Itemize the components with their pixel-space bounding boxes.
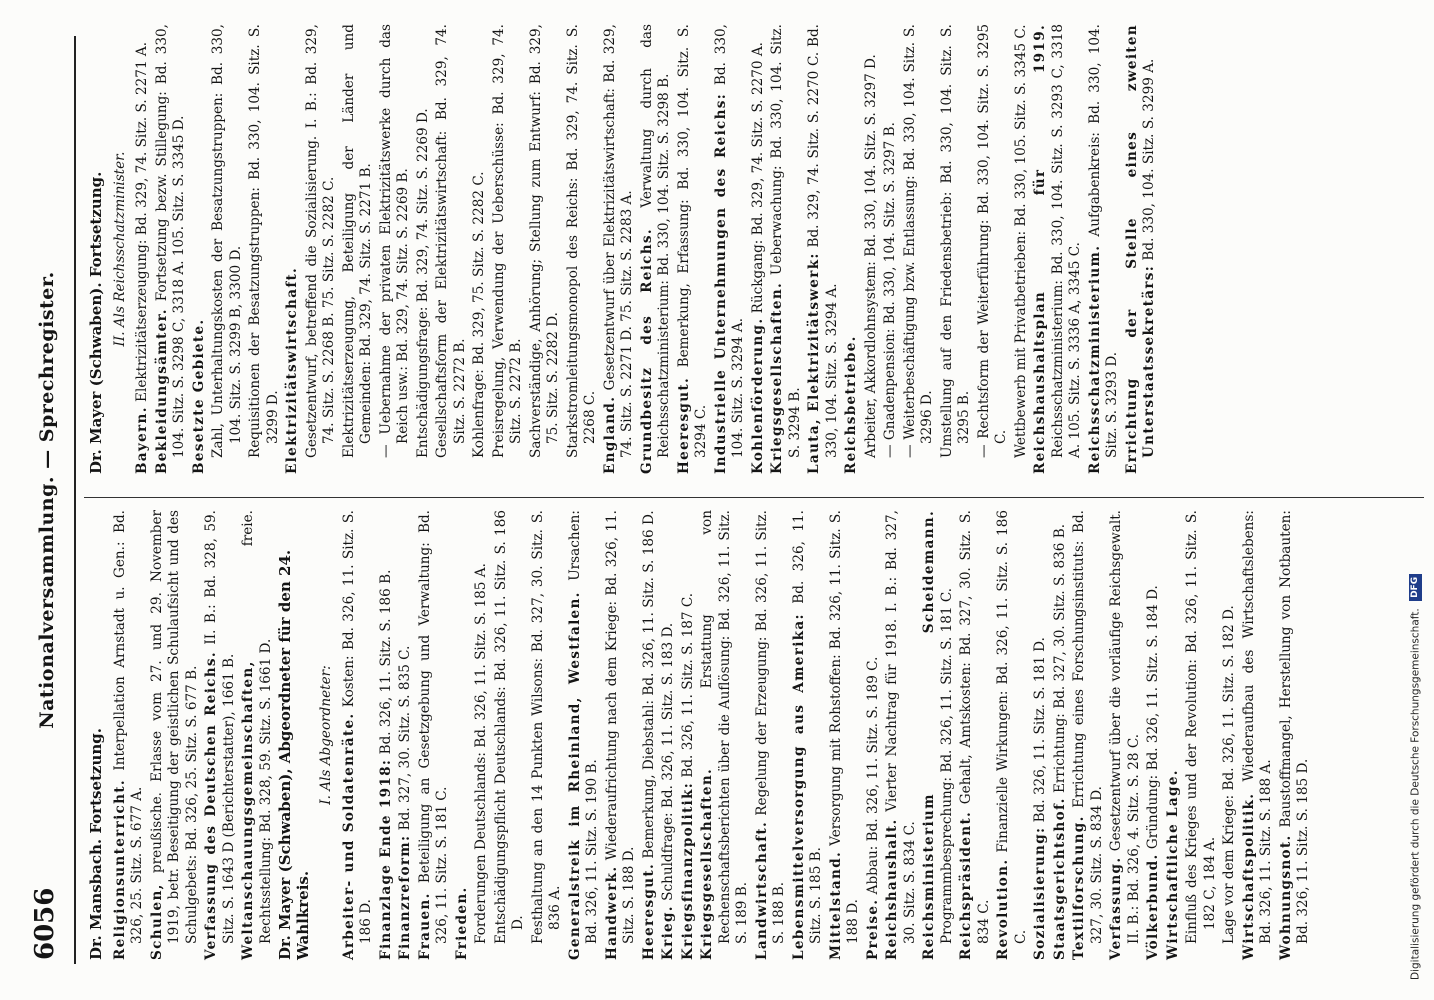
entry-term: Kriegsgesellschaften. xyxy=(769,281,785,474)
index-entry xyxy=(602,24,637,474)
index-subentry: — Uebernahme der privaten Elektrizitätswerke durch das Reich usw.: Bd. 329, 74. Sitz. S. 2269 B. xyxy=(377,24,411,458)
index-entry xyxy=(958,510,993,960)
index-entry xyxy=(567,510,602,960)
entry-term: Verfassung. xyxy=(1108,856,1124,960)
entry-term: Krieg. xyxy=(660,905,676,960)
running-title: Nationalversammlung. — Sprechregister. xyxy=(36,271,58,729)
entry-reference: Bd. 330, 104. Sitz. S. 3294 A. xyxy=(712,24,746,458)
entry-reference: Rückgang: Bd. 329, 74. Sitz. S. 2270 A. xyxy=(749,42,766,318)
index-entry xyxy=(865,510,883,960)
index-entry xyxy=(1241,510,1276,960)
entry-reference: Gesetzentwurf über Elektrizitätswirtschaft: Bd. 329, 74. Sitz. S. 2271 D. 75. Sitz. S. 2283 A. xyxy=(601,24,635,458)
entry-term: Handwerk. xyxy=(603,865,620,960)
entry-term: Schulen, xyxy=(148,883,165,960)
entry-term: Wohnungsnot. xyxy=(1277,834,1294,960)
entry-term: Kriegsgesellschaften. xyxy=(699,767,715,960)
index-entry xyxy=(699,510,752,960)
entry-reference: Regelung der Erzeugung: Bd. 326, 11. Sitz. S. 188 B. xyxy=(753,510,787,944)
index-entry xyxy=(1087,24,1122,474)
entry-reference: Programmbesprechung: Bd. 326, 11. Sitz. S. 181 C. xyxy=(938,587,955,944)
column-divider xyxy=(84,497,1424,498)
entry-term: Elektrizitätswirtschaft. xyxy=(284,266,300,474)
entry-term: Kriegsfinanzpolitik: xyxy=(679,781,696,960)
entry-reference: Versorgung mit Rohstoffen: Bd. 326, 11. Sitz. S. 188 D. xyxy=(827,510,861,944)
entry-term: Finanzlage Ende 1918: xyxy=(377,758,394,960)
entry-reference: Reichsschatzministerium: Bd. 330, 104. Sitz. S. 3293 C, 3318 A. 105. Sitz. S. 3336 A, 3345 C. xyxy=(1049,24,1083,458)
entry-reference: Errichtung: Bd. 327, 30. Sitz. S. 836 B. xyxy=(1051,523,1068,798)
index-entry xyxy=(1278,510,1313,960)
index-subentry: Umstellung auf den Friedensbetrieb: Bd. 330, 104. Sitz. S. 3295 B. xyxy=(938,24,972,458)
index-entry xyxy=(680,510,698,960)
entry-term: Finanzreform: xyxy=(397,834,413,960)
index-subentry: Festhaltung an den 14 Punkten Wilsons: Bd. 327, 30. Sitz. S. 836 A. xyxy=(529,510,563,944)
index-entry xyxy=(604,510,639,960)
entry-reference: Fortsetzung bezw. Stillegung: Bd. 330, 104. Sitz. S. 3298 C, 3318 A. 105. Sitz. S. 3345 D. xyxy=(153,24,187,458)
entry-term: Reichsschatzministerium. xyxy=(1086,244,1103,474)
entry-term: Mittelstand. xyxy=(827,850,844,960)
index-subentry: — Gnadenpension: Bd. 330, 104. Sitz. S. 3297 B. xyxy=(882,122,898,458)
index-entry xyxy=(754,510,789,960)
entry-reference: Beteiligung an Gesetzgebung und Verwaltung: Bd. 326, 11. Sitz. S. 181 C. xyxy=(416,510,450,944)
entry-reference: Bemerkung, Erfassung: Bd. 330, 104. Sitz. S. 3294 C. xyxy=(675,24,709,458)
entry-term: Lebensmittelversorgung aus Amerika: xyxy=(790,613,807,960)
entry-term: Generalstreik im Rheinland, Westfalen. xyxy=(566,591,583,960)
index-entry xyxy=(639,24,674,474)
entry-reference: Wiederaufrichtung nach dem Kriege: Bd. 326, 11. Sitz. S. 188 D. xyxy=(603,510,637,944)
index-subentry: Wettbewerb mit Privatbetrieben: Bd. 330, 105. Sitz. S. 3345 C. xyxy=(1012,24,1029,458)
entry-term: Industrielle Unternehmungen des Reichs: xyxy=(712,92,729,474)
entry-reference: Aufgabenkreis: Bd. 330, 104. Sitz. S. 3293 D. xyxy=(1086,24,1120,458)
entry-term: Grundbesitz des Reichs. xyxy=(638,228,655,474)
entry-term: Frieden. xyxy=(453,886,470,960)
entry-term: Arbeiter- und Soldatenräte. xyxy=(340,712,357,960)
entry-term: Reichsbetriebe. xyxy=(843,335,859,474)
index-subentry: — Weiterbeschäftigung bzw. Entlassung: Bd. 330, 104. Sitz. S. 3296 D. xyxy=(901,24,935,458)
index-subentry: Arbeiter, Akkordlohnsystem: Bd. 330, 104. Sitz. S. 3297 D. xyxy=(862,54,879,458)
page-number: 6056 xyxy=(30,887,60,960)
index-entry xyxy=(1071,510,1106,960)
index-entry xyxy=(454,510,472,960)
entry-term: Sozialisierung: xyxy=(1032,826,1048,960)
entry-term: Bekleidungsämter. xyxy=(153,308,170,474)
entry-reference: Bd. 326, 11. Sitz. S. 181 D. xyxy=(1032,637,1048,827)
entry-term: Landwirtschaft. xyxy=(753,820,770,960)
index-entry xyxy=(1145,510,1163,960)
index-entry xyxy=(397,510,415,960)
entry-reference: Vierter Nachtrag für 1918. I. B.: Bd. 327, 30. Sitz. S. 834 C. xyxy=(884,510,918,944)
index-entry xyxy=(417,510,452,960)
entry-term: Verfassung des Deutschen Reichs. xyxy=(203,651,219,960)
index-entry xyxy=(769,24,804,474)
entry-term: Wirtschaftliche Lage. xyxy=(1164,769,1181,960)
entry-reference: Errichtung eines Forschungsinstituts: Bd. 327, 30. Sitz. S. 834 D. xyxy=(1071,510,1105,944)
entry-reference: Verwaltung durch das Reichsschatzministerium: Bd. 330, 104. Sitz. S. 3298 B. xyxy=(638,24,672,458)
index-entry xyxy=(203,510,238,960)
entry-term: Lauta, Elektrizitätswerk: xyxy=(806,252,822,474)
index-entry xyxy=(641,510,659,960)
index-entry xyxy=(1108,510,1143,960)
index-entry xyxy=(806,24,841,474)
entry-reference: Ueberwachung: Bd. 330, 104. Sitz. S. 3294 B. xyxy=(769,24,803,458)
entry-term: Frauen. xyxy=(416,892,433,960)
footer-text: Digitalisierung gefördert durch die Deutsche Forschungsgemeinschaft. xyxy=(1409,608,1422,980)
entry-term: Bayern. xyxy=(134,406,150,474)
index-entry xyxy=(112,510,147,960)
index-entry xyxy=(154,24,189,474)
entry-reference: freie. Rechtsstellung: Bd. 328, 59. Sitz. S. 1661 D. xyxy=(240,510,274,944)
index-subentry: Starkstromleitungsmonopol des Reichs: Bd. 329, 74. Sitz. S. 2268 C. xyxy=(564,24,598,458)
entry-reference: Bd. 326, 11. Sitz. S. 185 B. xyxy=(790,510,824,944)
entry-term: Völkerbund. xyxy=(1145,853,1161,960)
entry-reference: Elektrizitätserzeugung: Bd. 329, 74. Sitz. S. 2271 A. xyxy=(134,41,150,407)
person-heading: Dr. Mayer (Schwaben), Abgeordneter für den 24. Wahlkreis. xyxy=(276,549,312,960)
index-entry xyxy=(713,24,748,474)
entry-term: Errichtung der Stelle eines zweiten Unterstaatssekretärs: xyxy=(1123,24,1157,474)
index-entry xyxy=(660,510,678,960)
index-entry xyxy=(378,510,396,960)
entry-reference: II. B.: Bd. 328, 59. Sitz. S. 1643 D (Berichterstatter), 1661 B. xyxy=(203,510,237,944)
entry-term: Heeresgut. xyxy=(640,862,657,960)
index-entry xyxy=(750,24,768,474)
entry-reference: Erstattung von Rechenschaftsberichten über die Auflösung: Bd. 326, 11. Sitz. S. 189 B. xyxy=(699,510,750,944)
page-header xyxy=(30,40,64,960)
index-subentry: Preisregelung, Verwendung der Ueberschüsse: Bd. 329, 74. Sitz. S. 2272 B. xyxy=(490,24,524,458)
index-subentry: Lage vor dem Kriege: Bd. 326, 11. Sitz. S. 182 D. xyxy=(1221,605,1237,944)
index-entry xyxy=(884,510,919,960)
entry-term: Reichshaushalt. xyxy=(884,818,900,960)
entry-term: Heeresgut. xyxy=(675,376,692,474)
index-entry xyxy=(284,24,302,474)
entry-term: Textilforschung. xyxy=(1071,815,1087,960)
entry-term: Preise. xyxy=(864,898,881,960)
index-entry xyxy=(676,24,711,474)
entry-reference: Wiederaufbau des Wirtschaftslebens: Bd. 326, 11. Sitz. S. 188 A. xyxy=(1240,510,1274,944)
index-entry xyxy=(191,24,209,474)
section-heading: I. Als Abgeordneter: xyxy=(318,665,334,805)
entry-reference: Bd. 326, 11. Sitz. S. 187 C. xyxy=(679,592,696,782)
index-entry xyxy=(1165,510,1183,960)
section-heading: II. Als Reichsschatzminister. xyxy=(111,151,128,347)
index-subentry: Zahl, Unterhaltungskosten der Besatzungstruppen: Bd. 330, 104. Sitz. S. 3299 B, 3300 D. xyxy=(210,24,244,458)
left-column xyxy=(88,510,1315,960)
index-entry xyxy=(1032,24,1085,474)
index-subentry: Kohlenfrage: Bd. 329, 75. Sitz. S. 2282 C. xyxy=(471,171,487,458)
index-entry xyxy=(1052,510,1070,960)
entry-term: Weltanschauungsgemeinschaften, xyxy=(240,660,256,960)
person-heading: Dr. Mayer (Schwaben). Fortsetzung. xyxy=(87,171,105,474)
entry-term: Wirtschaftspolitik. xyxy=(1240,792,1257,960)
entry-reference: Schuldfrage: Bd. 326, 11. Sitz. S. 183 D. xyxy=(660,622,676,906)
index-subentry: — Rechtsform der Weiterführung: Bd. 330, 104. Sitz. S. 3295 C. xyxy=(975,24,1009,458)
index-subentry: Elektrizitätserzeugung, Beteiligung der Länder und Gemeinden: Bd. 329, 74. Sitz. S. 2271 B. xyxy=(340,24,374,458)
entry-term: England. xyxy=(601,395,618,474)
entry-reference: Bemerkung, Diebstahl: Bd. 326, 11. Sitz. S. 186 D. xyxy=(640,510,657,863)
index-subentry: Gesetzentwurf, betreffend die Sozialisierung. I. B.: Bd. 329, 74. Sitz. S. 2268 B. 75. Sitz. S. 2282 C. xyxy=(303,24,337,458)
index-entry xyxy=(1032,510,1050,960)
index-subentry: Einfluß des Krieges und der Revolution: Bd. 326, 11. Sitz. S. 182 C, 184 A. xyxy=(1184,510,1218,944)
index-subentry: Sachverständige, Anhörung; Stellung zum Entwurf: Bd. 329, 75. Sitz. S. 2282 D. xyxy=(527,24,561,458)
entry-term: Kohlenförderung. xyxy=(749,317,766,474)
entry-term: Religionsunterricht. xyxy=(111,779,128,960)
index-entry xyxy=(134,24,152,474)
entry-reference: Ursachen: Bd. 326, 11. Sitz. S. 190 B. xyxy=(566,510,600,944)
right-column xyxy=(88,24,1161,474)
index-subentry: Entschädigungspflicht Deutschlands: Bd. 326, 11. Sitz. S. 186 D. xyxy=(492,510,526,944)
dfg-logo-icon: DFG xyxy=(1409,574,1422,601)
entry-term: Reichspräsident. xyxy=(958,810,974,960)
header-rule xyxy=(74,36,76,964)
entry-reference: preußische. Erlasse vom 27. und 29. November 1919, betr. Beseitigung der geistlichen Schulaufsicht und des Schulgebets: Bd. 326, 25. Sitz. S. 677 B. xyxy=(148,510,200,944)
entry-reference: Gesetzentwurf über die vorläufige Reichsgewalt. II. B.: Bd. 326, 4. Sitz. S. 28 C. xyxy=(1108,510,1142,944)
index-entry xyxy=(341,510,376,960)
index-entry xyxy=(791,510,826,960)
entry-term: Revolution. xyxy=(995,858,1011,960)
entry-reference: Bd. 329, 74. Sitz. S. 2270 C. Bd. 330, 104. Sitz. S. 3294 A. xyxy=(806,24,840,458)
index-entry xyxy=(995,510,1030,960)
index-subentry: Gesellschaftsform der Elektrizitätswirtschaft: Bd. 329, 74. Sitz. S. 2272 B. xyxy=(434,24,468,458)
entry-term: Staatsgerichtshof. xyxy=(1051,797,1068,960)
index-entry xyxy=(921,510,956,960)
entry-reference: Kosten: Bd. 326, 11. Sitz. S. 186 D. xyxy=(340,510,374,944)
entry-reference: Abbau: Bd. 326, 11. Sitz. S. 189 C. xyxy=(864,656,881,899)
index-entry xyxy=(240,510,275,960)
entry-reference: Gründung: Bd. 326, 11. Sitz. S. 184 D. xyxy=(1145,585,1161,854)
index-subentry: Requisitionen der Besatzungstruppen: Bd. 330, 104. Sitz. S. 3299 D. xyxy=(247,24,281,458)
entry-term: Reichsministerium Scheidemann. xyxy=(921,510,937,960)
entry-reference: Baustoffmangel, Herstellung von Notbauten: Bd. 326, 11. Sitz. S. 185 D. xyxy=(1277,510,1311,944)
index-subentry: Entschädigungsfrage: Bd. 329, 74. Sitz. S. 2269 D. xyxy=(414,108,431,458)
entry-reference: Finanzielle Wirkungen: Bd. 326, 11. Sitz. S. 186 C. xyxy=(995,510,1029,944)
entry-term: Reichshaushaltsplan für 1919. xyxy=(1032,24,1048,474)
index-entry xyxy=(843,24,861,474)
index-entry xyxy=(1124,24,1159,474)
index-subentry: Forderungen Deutschlands: Bd. 326, 11. Sitz. S. 185 A. xyxy=(473,563,489,944)
entry-reference: Bd. 327, 30. Sitz. S. 835 C. xyxy=(397,645,413,835)
entry-term: Besetzte Gebiete. xyxy=(190,318,207,474)
entry-reference: Bd. 326, 11. Sitz. S. 186 B. xyxy=(377,569,394,759)
entry-reference: Interpellation Arnstadt u. Gen.: Bd. 326, 25. Sitz. S. 677 A. xyxy=(111,510,145,944)
entry-reference: Bd. 330, 104. Sitz. S. 3299 A. xyxy=(1141,58,1157,265)
index-entry xyxy=(828,510,863,960)
index-entry xyxy=(149,510,202,960)
footer xyxy=(1409,574,1422,980)
entry-reference: Gehalt, Amtskosten: Bd. 327, 30. Sitz. S. 834 C. xyxy=(958,510,992,944)
person-heading: Dr. Mansbach. Fortsetzung. xyxy=(87,728,105,960)
